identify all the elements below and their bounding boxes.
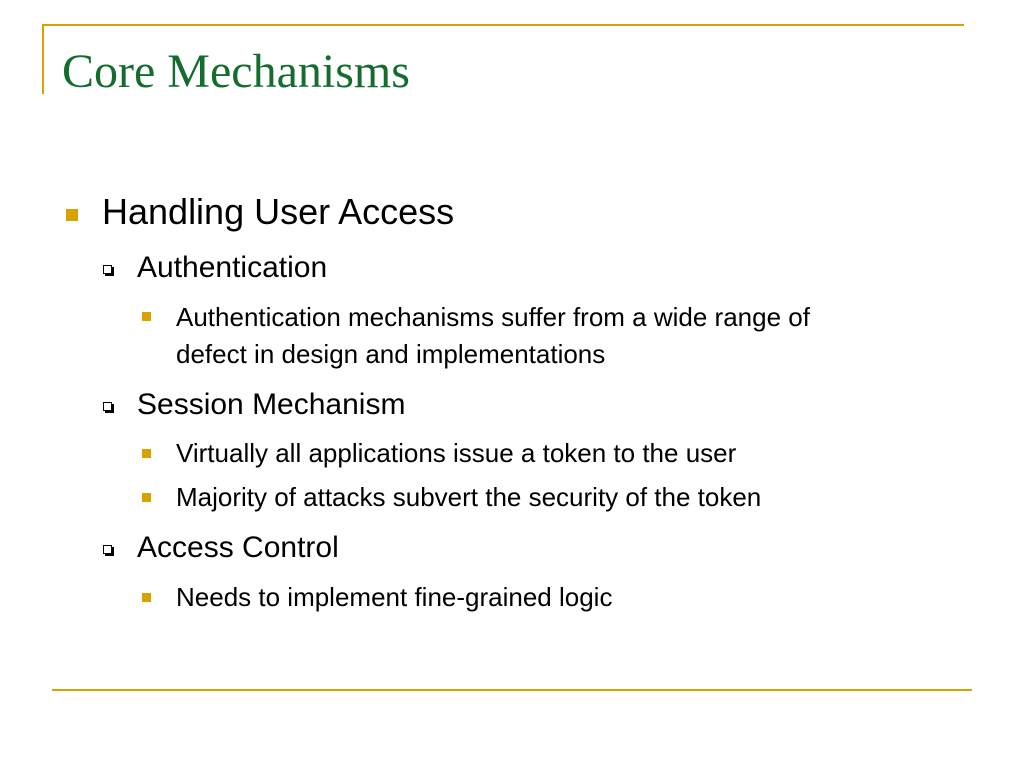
bottom-rule — [52, 689, 972, 691]
session-point-2: Majority of attacks subvert the security of the token — [176, 482, 762, 512]
section-heading-session-mechanism: Session Mechanism — [137, 388, 406, 421]
square-bullet-icon — [142, 493, 151, 502]
authentication-point-line-2: defect in design and implementations — [176, 339, 606, 369]
hollow-square-bullet-icon — [103, 545, 112, 554]
square-bullet-icon — [142, 449, 151, 458]
authentication-point-line-1: Authentication mechanisms suffer from a wide range of — [176, 302, 810, 332]
top-rule — [42, 24, 964, 26]
hollow-square-bullet-icon — [103, 402, 112, 411]
section-heading-authentication: Authentication — [137, 251, 328, 284]
access-control-point-1: Needs to implement fine-grained logic — [176, 582, 613, 612]
hollow-square-bullet-icon — [103, 265, 112, 274]
square-bullet-icon — [142, 312, 151, 321]
slide-title: Core Mechanisms — [62, 45, 410, 98]
left-rule — [42, 24, 44, 94]
square-bullet-icon — [142, 593, 151, 602]
square-bullet-icon — [66, 209, 78, 221]
session-point-1: Virtually all applications issue a token to the user — [176, 438, 737, 468]
section-heading-access-control: Access Control — [137, 531, 339, 564]
topic-heading: Handling User Access — [102, 191, 455, 232]
